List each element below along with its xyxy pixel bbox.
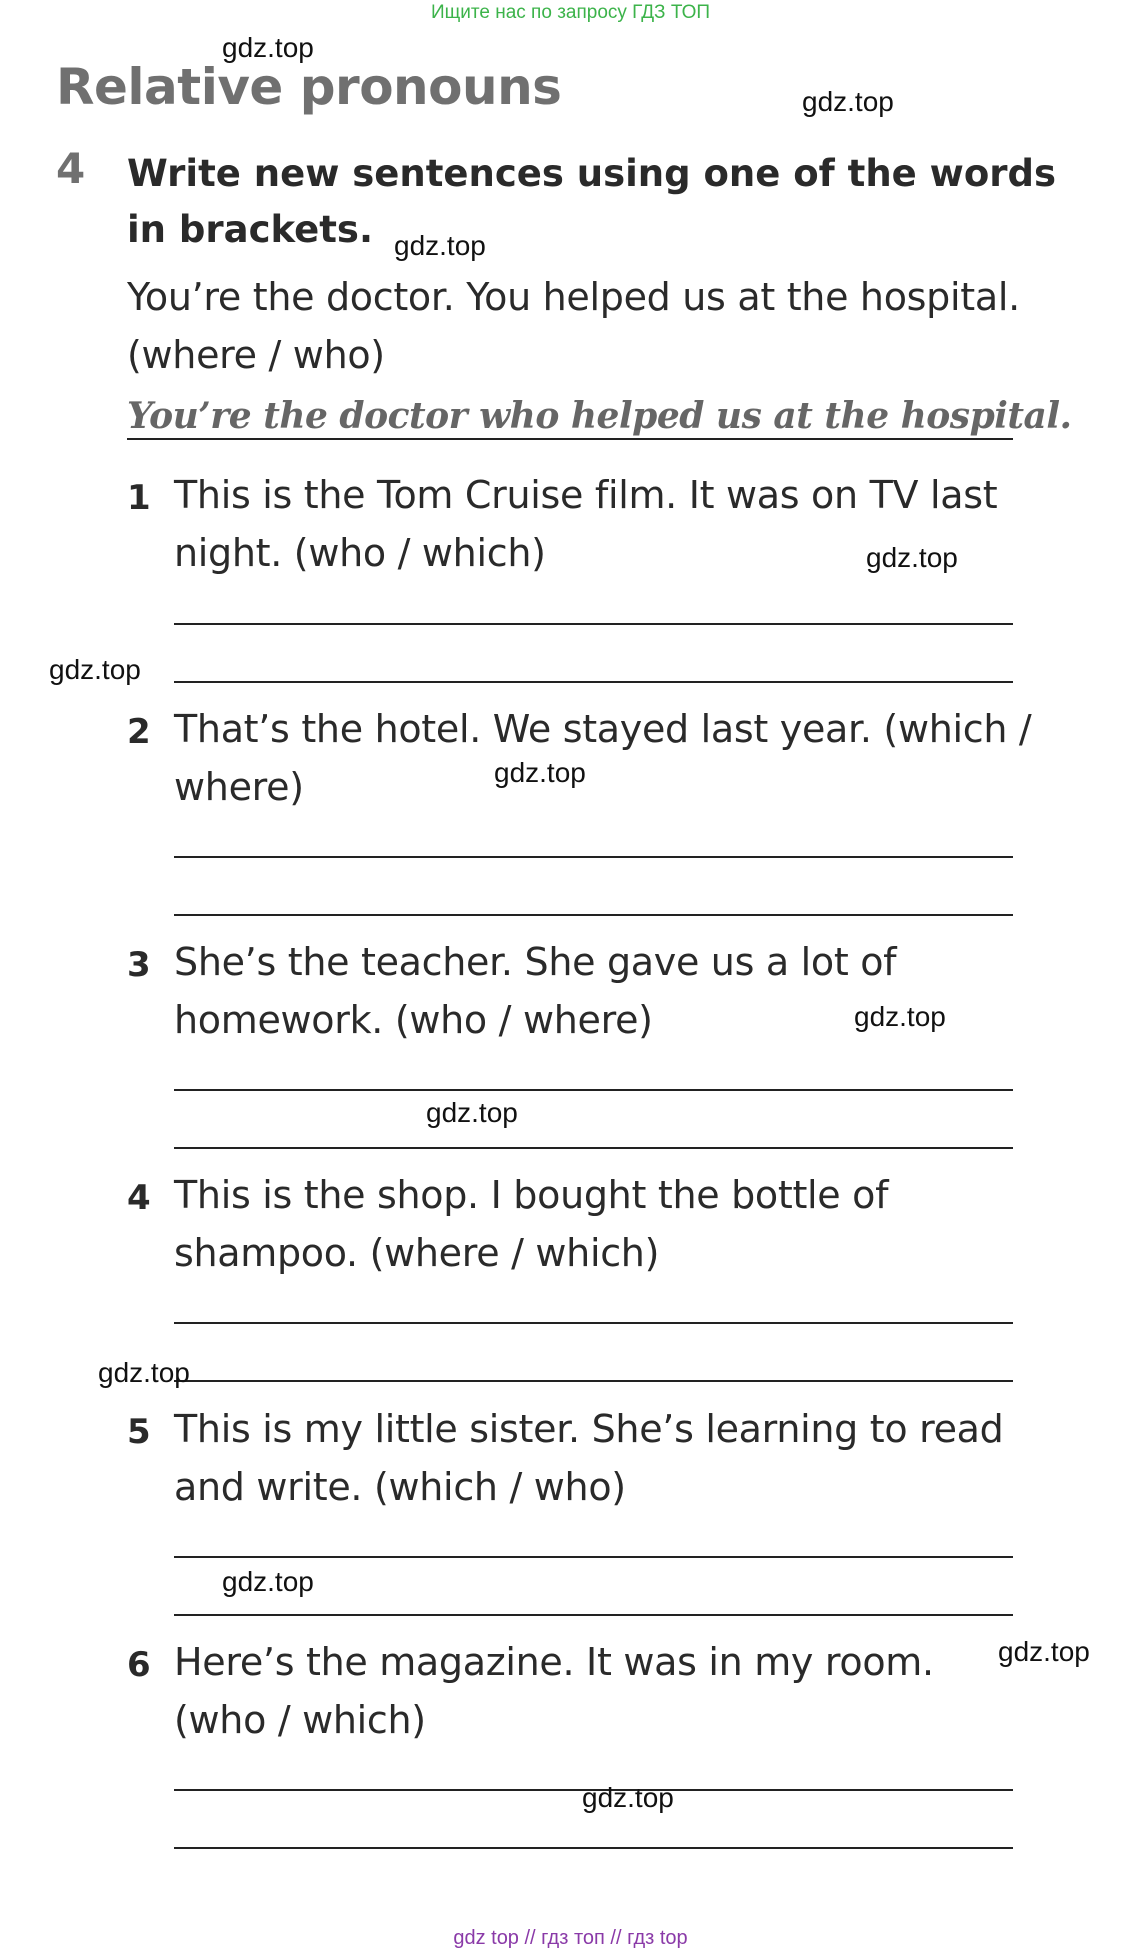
watermark: gdz.top (49, 654, 141, 685)
item-prompt (174, 1633, 934, 1749)
example-line-1: You’re the doctor. You helped us at the hospital. (127, 275, 1020, 319)
item-prompt-line-1: This is the shop. I bought the bottle of (174, 1173, 889, 1217)
item-prompt-line-2: shampoo. (where / which) (174, 1231, 660, 1275)
top-banner: Ищите нас по запросу ГДЗ ТОП (430, 2, 711, 23)
watermark: gdz.top (866, 542, 958, 573)
answer-line[interactable] (174, 1147, 1013, 1149)
item-prompt-line-2: night. (who / which) (174, 531, 546, 575)
item-prompt-line-2: where) (174, 765, 304, 809)
item-number: 5 (127, 1412, 151, 1452)
watermark: gdz.top (998, 1636, 1090, 1667)
example-prompt (127, 268, 1020, 384)
item-number: 4 (127, 1178, 151, 1218)
instruction-line-2: in brackets. (127, 208, 374, 251)
exercise-number: 4 (56, 144, 86, 193)
watermark: gdz.top (854, 1001, 946, 1032)
item-number: 6 (127, 1645, 151, 1685)
watermark: gdz.top (802, 86, 894, 117)
item-number: 3 (127, 945, 151, 985)
watermark: gdz.top (98, 1357, 190, 1388)
footer: gdz top // гдз топ // гдз top (453, 1927, 688, 1949)
watermark: gdz.top (222, 32, 314, 63)
example-line-2: (where / who) (127, 333, 385, 377)
answer-line[interactable] (174, 1556, 1013, 1558)
item-prompt-line-2: (who / which) (174, 1698, 426, 1742)
item-prompt-line-2: and write. (which / who) (174, 1465, 626, 1509)
answer-line[interactable] (174, 1380, 1013, 1382)
answer-line[interactable] (174, 623, 1013, 625)
watermark: gdz.top (222, 1566, 314, 1597)
item-prompt-line-1: This is the Tom Cruise film. It was on TV last (174, 473, 998, 517)
page-title: Relative pronouns (56, 58, 562, 116)
item-prompt-line-1: That’s the hotel. We stayed last year. (which / (174, 707, 1032, 751)
watermark: gdz.top (426, 1097, 518, 1128)
item-number: 2 (127, 712, 151, 752)
watermark: gdz.top (394, 230, 486, 261)
answer-line[interactable] (174, 1089, 1013, 1091)
item-prompt (174, 1166, 888, 1282)
answer-line[interactable] (174, 681, 1013, 683)
item-number: 1 (127, 478, 151, 518)
exercise-instruction (127, 146, 1056, 258)
item-prompt (174, 933, 896, 1049)
item-prompt-line-2: homework. (who / where) (174, 998, 653, 1042)
item-prompt-line-1: She’s the teacher. She gave us a lot of (174, 940, 897, 984)
instruction-line-1: Write new sentences using one of the words (127, 152, 1057, 195)
answer-line[interactable] (174, 1322, 1013, 1324)
example-answer-line (127, 438, 1013, 440)
watermark: gdz.top (582, 1782, 674, 1813)
answer-line[interactable] (174, 1847, 1013, 1849)
answer-line[interactable] (174, 1614, 1013, 1616)
item-prompt (174, 1400, 1003, 1516)
answer-line[interactable] (174, 856, 1013, 858)
watermark: gdz.top (494, 757, 586, 788)
example-answer: You’re the doctor who helped us at the hospital. (127, 395, 1072, 437)
item-prompt-line-1: Here’s the magazine. It was in my room. (174, 1640, 934, 1684)
item-prompt-line-1: This is my little sister. She’s learning to read (174, 1407, 1004, 1451)
answer-line[interactable] (174, 914, 1013, 916)
item-prompt (174, 700, 1031, 816)
